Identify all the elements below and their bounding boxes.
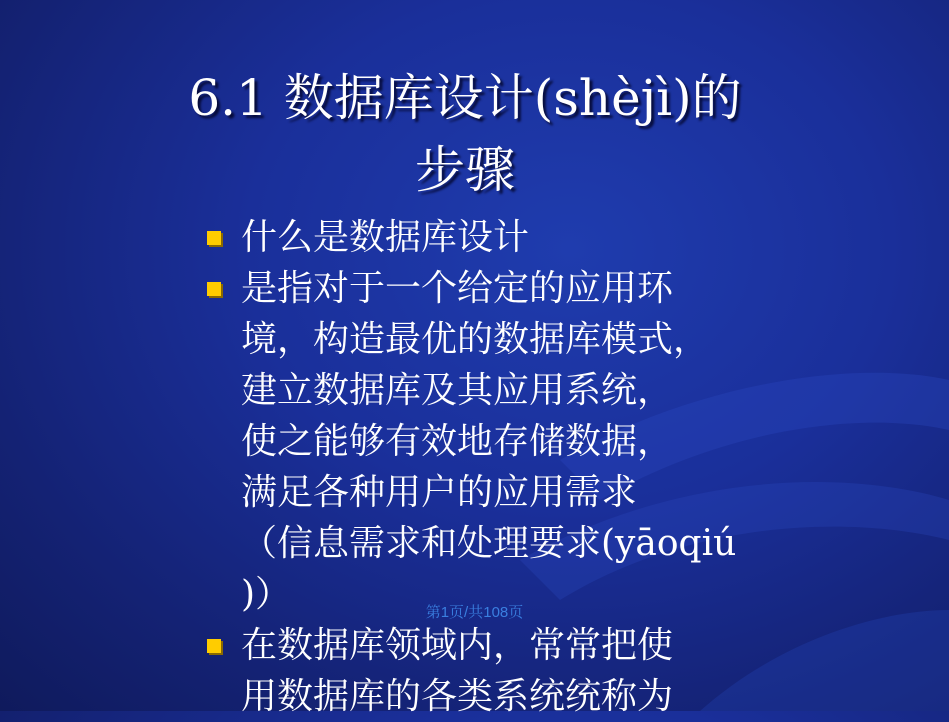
bullet-text: 在数据库领域内，常常把使 用数据库的各类系统统称为 (241, 625, 674, 717)
square-bullet-icon (207, 231, 221, 245)
slide-title-line-1: 6.1 数据库设计(shèjì)的 (188, 69, 742, 127)
slide-title-line-2: 步骤 (415, 141, 515, 199)
bullet-item (205, 263, 805, 620)
bullet-text: 什么是数据库设计 (241, 217, 530, 258)
bullet-item (205, 212, 805, 263)
bullet-item (205, 620, 805, 722)
square-bullet-icon (207, 639, 221, 653)
slide-title (140, 62, 790, 206)
page-counter: 第1页/共108页 (425, 604, 524, 621)
bullet-list (205, 212, 805, 722)
bullet-text: 是指对于一个给定的应用环 境，构造最优的数据库模式， 建立数据库及其应用系统， 使之能够有效地存储数据， 满足各种用户的应用需求 （信息需求和处理要求(yāoqiú )） (241, 268, 737, 615)
square-bullet-icon (207, 282, 221, 296)
